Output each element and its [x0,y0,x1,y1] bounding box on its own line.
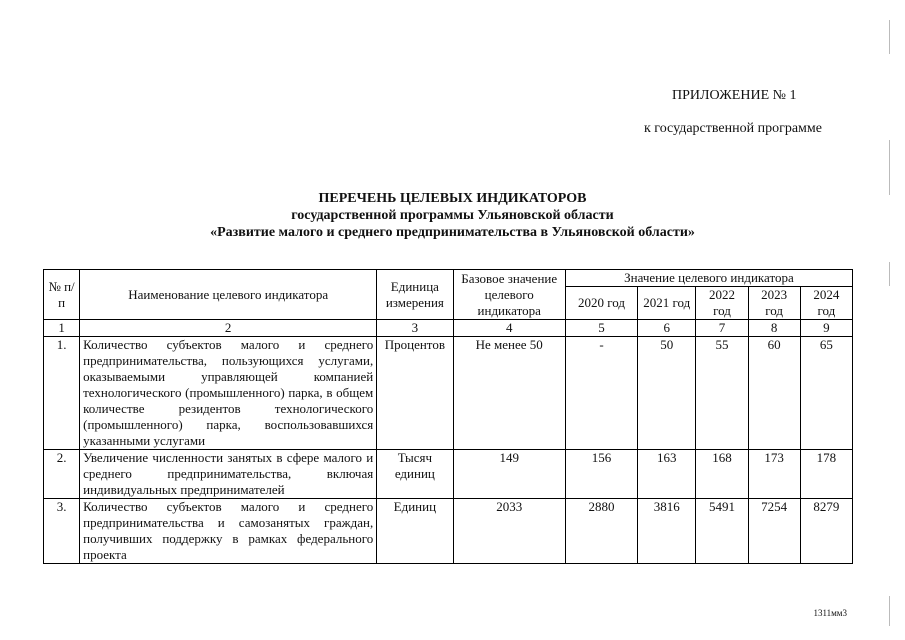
row-name: Количество субъектов малого и среднего предпринимательства, пользующихся услугами, оказываемыми управляющей компанией технологического (промышленного) парка, в общем количестве резидентов технологического (промышленного) парка, воспользовавшихся указанными услугами [80,337,377,450]
header-year: 2021 год [638,287,696,320]
row-num: 2. [44,450,80,499]
row-base: 149 [453,450,565,499]
column-number: 4 [453,320,565,337]
table-row [44,499,853,564]
header-year: 2020 год [565,287,637,320]
appendix-number: ПРИЛОЖЕНИЕ № 1 [672,88,797,103]
header-base: Базовое значение целевого индикатора [453,270,565,320]
row-value: 50 [638,337,696,450]
row-num: 1. [44,337,80,450]
row-value: 3816 [638,499,696,564]
row-value: 8279 [800,499,852,564]
row-value: 7254 [748,499,800,564]
table-row [44,337,853,450]
indicators-table [43,269,853,564]
header-year: 2023 год [748,287,800,320]
title-line-2: государственной программы Ульяновской области [291,208,614,223]
header-unit: Единица измерения [377,270,453,320]
row-value: 60 [748,337,800,450]
title-line-3: «Развитие малого и среднего предпринимательства в Ульяновской области» [210,225,695,240]
row-base: 2033 [453,499,565,564]
column-number: 1 [44,320,80,337]
row-value: 65 [800,337,852,450]
column-number: 3 [377,320,453,337]
row-num: 3. [44,499,80,564]
scan-margin-mark [889,140,890,195]
column-number: 5 [565,320,637,337]
appendix-reference: к государственной программе [644,121,822,136]
header-name: Наименование целевого индикатора [80,270,377,320]
header-year: 2024 год [800,287,852,320]
row-unit: Тысяч единиц [377,450,453,499]
scan-margin-mark [889,262,890,286]
row-base: Не менее 50 [453,337,565,450]
row-value: 5491 [696,499,748,564]
column-number: 8 [748,320,800,337]
document-title [0,190,905,241]
header-year: 2022 год [696,287,748,320]
row-unit: Единиц [377,499,453,564]
column-number: 2 [80,320,377,337]
row-name: Количество субъектов малого и среднего предпринимательства и самозанятых граждан, получивших поддержку в рамках федерального проекта [80,499,377,564]
column-number: 9 [800,320,852,337]
header-num: № п/п [44,270,80,320]
header-target: Значение целевого индикатора [565,270,852,287]
row-value: - [565,337,637,450]
table-row [44,450,853,499]
row-value: 168 [696,450,748,499]
scan-margin-mark [889,20,890,54]
column-number: 7 [696,320,748,337]
row-value: 156 [565,450,637,499]
column-number: 6 [638,320,696,337]
row-unit: Процентов [377,337,453,450]
row-value: 173 [748,450,800,499]
row-value: 2880 [565,499,637,564]
row-name: Увеличение численности занятых в сфере малого и среднего предпринимательства, включая индивидуальных предпринимателей [80,450,377,499]
row-value: 55 [696,337,748,450]
row-value: 163 [638,450,696,499]
scan-margin-mark [889,596,890,626]
footer-code: 1311мм3 [813,608,847,618]
title-line-1: ПЕРЕЧЕНЬ ЦЕЛЕВЫХ ИНДИКАТОРОВ [318,191,587,206]
column-numbers-row [44,320,853,337]
row-value: 178 [800,450,852,499]
